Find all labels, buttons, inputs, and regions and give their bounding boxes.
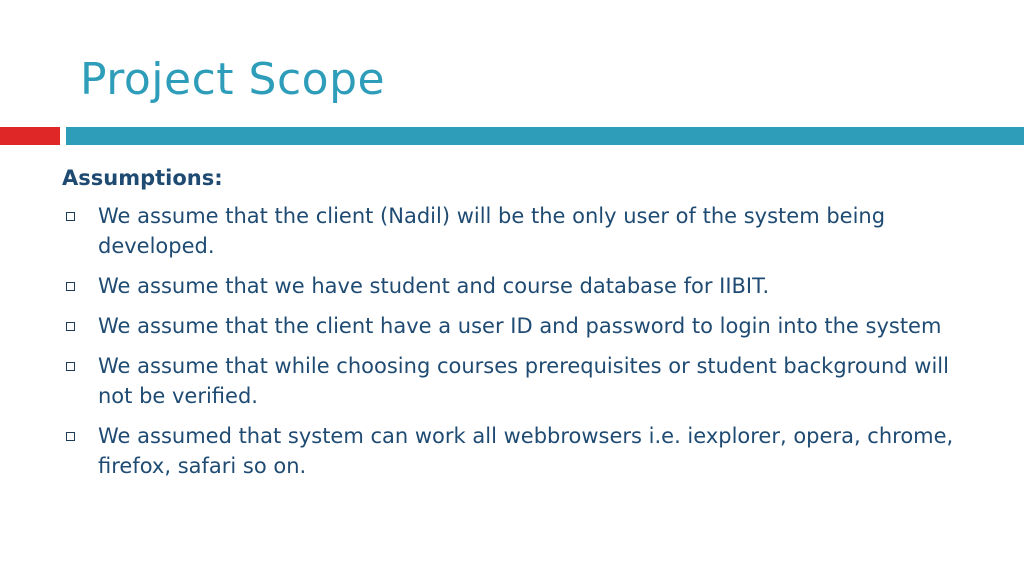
bullet-item — [62, 201, 962, 261]
bullet-item — [62, 351, 962, 411]
square-bullet-icon — [66, 362, 75, 371]
accent-bar-red — [0, 127, 60, 145]
slide-content — [62, 163, 962, 491]
bullet-text: We assume that the client (Nadil) will be the only user of the system being developed. — [98, 204, 886, 258]
square-bullet-icon — [66, 432, 75, 441]
bullet-text: We assume that the client have a user ID and password to login into the system — [98, 314, 942, 338]
square-bullet-icon — [66, 212, 75, 221]
bullet-text: We assumed that system can work all webbrowsers i.e. iexplorer, opera, chrome, firefox, safari so on. — [98, 424, 954, 478]
bullet-list — [62, 201, 962, 481]
bullet-text: We assume that while choosing courses prerequisites or student background will not be verified. — [98, 354, 949, 408]
bullet-item — [62, 421, 962, 481]
bullet-item — [62, 271, 962, 301]
accent-bar-teal — [66, 127, 1024, 145]
square-bullet-icon — [66, 322, 75, 331]
square-bullet-icon — [66, 282, 75, 291]
slide-title: Project Scope — [80, 54, 386, 105]
section-heading: Assumptions: — [62, 166, 223, 190]
bullet-item — [62, 311, 962, 341]
bullet-text: We assume that we have student and course database for IIBIT. — [98, 274, 770, 298]
